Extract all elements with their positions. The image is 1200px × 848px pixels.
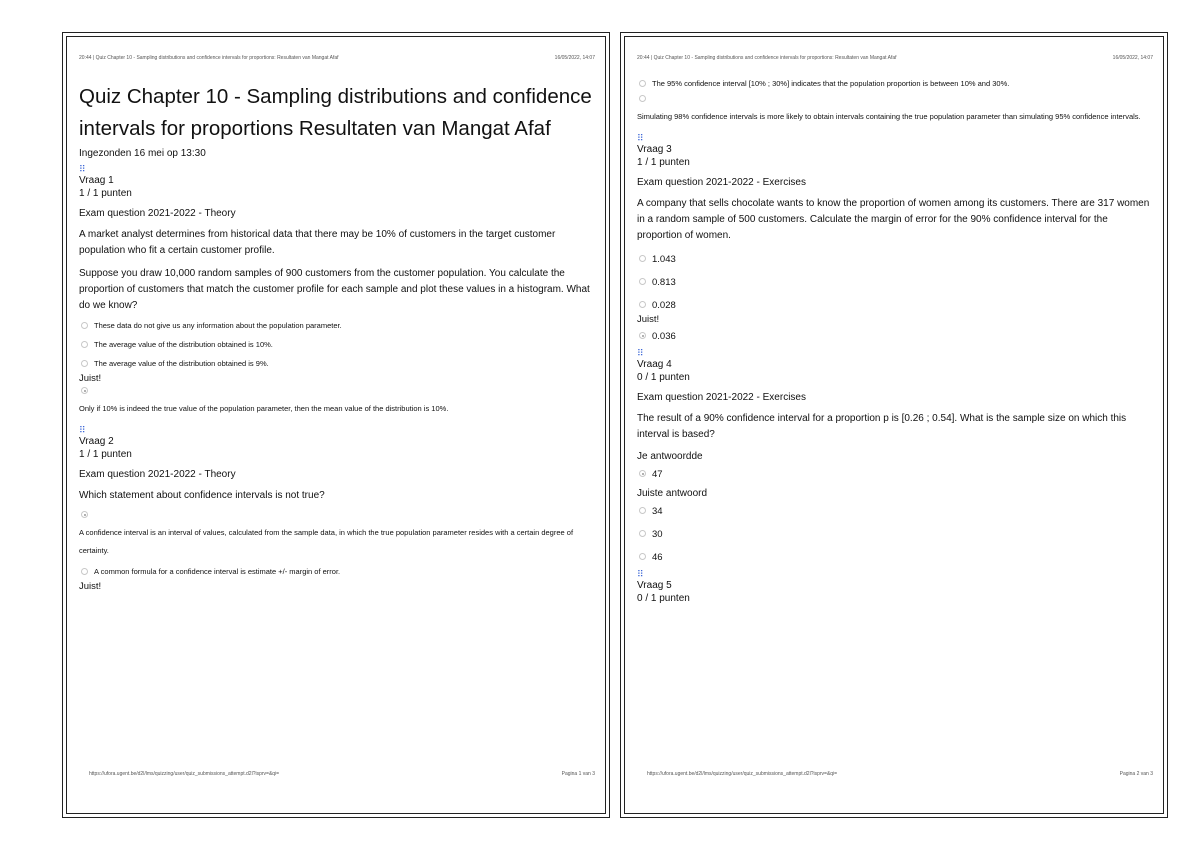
document-page-1 — [62, 32, 610, 818]
answer-option-label: 0.813 — [652, 277, 676, 288]
correct-feedback: Juist! — [79, 581, 102, 592]
flag-icon[interactable]: ⠿ — [637, 348, 643, 358]
page-header — [637, 55, 1153, 63]
footer-page-number: Pagina 2 van 3 — [1119, 771, 1153, 777]
answer-option[interactable] — [637, 529, 1153, 541]
answer-option[interactable] — [637, 95, 1153, 124]
page-title: Quiz Chapter 10 - Sampling distributions and confidence intervals for proportions Resultaten van Mangat Afaf — [79, 85, 592, 140]
radio-selected-icon[interactable] — [639, 470, 646, 477]
answer-option[interactable] — [79, 567, 595, 577]
question-type: Exam question 2021-2022 - Exercises — [637, 177, 806, 188]
answer-option[interactable] — [79, 340, 595, 350]
correct-answer-label: Juiste antwoord — [637, 488, 708, 499]
question-points: 1 / 1 punten — [79, 188, 132, 199]
radio-icon[interactable] — [639, 301, 646, 308]
radio-icon[interactable] — [81, 322, 88, 329]
question-label: Vraag 4 — [637, 359, 672, 370]
answer-option[interactable] — [637, 277, 1153, 289]
radio-icon[interactable] — [639, 553, 646, 560]
page-footer — [647, 771, 1153, 779]
radio-selected-icon[interactable] — [81, 387, 88, 394]
question-text: A company that sells chocolate wants to know the proportion of women among its customers. There are 317 women in a random sample of 500 customers. Calculate the margin of error for the 90% confidence interval for the proportion of women. — [637, 198, 1150, 241]
answer-option-selected[interactable] — [79, 511, 595, 558]
radio-icon[interactable] — [81, 360, 88, 367]
answer-option-selected[interactable] — [637, 469, 1153, 481]
flag-icon[interactable]: ⠿ — [637, 569, 643, 579]
document-page-2 — [620, 32, 1168, 818]
answer-option-label: 0.028 — [652, 300, 676, 311]
answer-option-label: A common formula for a confidence interval is estimate +/- margin of error. — [94, 567, 341, 576]
radio-icon[interactable] — [639, 80, 646, 87]
question-points: 1 / 1 punten — [79, 449, 132, 460]
answer-option[interactable] — [79, 359, 595, 369]
correct-feedback: Juist! — [637, 314, 660, 325]
question-label: Vraag 2 — [79, 436, 114, 447]
radio-icon[interactable] — [81, 341, 88, 348]
answer-option[interactable] — [637, 300, 1153, 312]
question-label: Vraag 5 — [637, 580, 672, 591]
answer-option-selected[interactable] — [637, 331, 1153, 343]
answer-option-label: Simulating 98% confidence intervals is more likely to obtain intervals containing the true population parameter than simulating 95% confidence intervals. — [637, 112, 1141, 121]
radio-icon[interactable] — [639, 95, 646, 102]
your-answer-label: Je antwoordde — [637, 451, 703, 462]
radio-icon[interactable] — [639, 507, 646, 514]
answer-option-label: 46 — [652, 552, 663, 563]
answer-option[interactable] — [637, 506, 1153, 518]
answer-option-label: 47 — [652, 469, 663, 480]
question-type: Exam question 2021-2022 - Exercises — [637, 392, 806, 403]
flag-icon[interactable]: ⠿ — [637, 133, 643, 143]
question-text: Suppose you draw 10,000 random samples of 900 customers from the customer population. You calculate the proportion of customers that match the customer profile for each sample and plot these values in a histogram. What do we know? — [79, 268, 590, 311]
question-label: Vraag 3 — [637, 144, 672, 155]
answer-option-label: Only if 10% is indeed the true value of the population parameter, then the mean value of the distribution is 10%. — [79, 404, 449, 413]
question-type: Exam question 2021-2022 - Theory — [79, 208, 236, 219]
answer-option-label: The average value of the distribution obtained is 10%. — [94, 340, 273, 349]
footer-url: https://ufora.ugent.be/d2l/lms/quizzing/user/quiz_submissions_attempt.d2l?isprv=&qi= — [647, 771, 838, 777]
page-footer — [89, 771, 595, 779]
answer-option-label: 30 — [652, 529, 663, 540]
flag-icon[interactable]: ⠿ — [79, 425, 85, 435]
question-points: 0 / 1 punten — [637, 593, 690, 604]
header-date: 16/05/2022, 14:07 — [554, 55, 595, 61]
question-text: The result of a 90% confidence interval for a proportion p is [0.26 ; 0.54]. What is the sample size on which this interval is based? — [637, 413, 1127, 440]
radio-selected-icon[interactable] — [639, 332, 646, 339]
question-label: Vraag 1 — [79, 175, 114, 186]
answer-option-label: 34 — [652, 506, 663, 517]
page-header — [79, 55, 595, 63]
answer-option-label: These data do not give us any information about the population parameter. — [94, 321, 342, 330]
answer-option[interactable] — [637, 254, 1153, 266]
answer-option-label: The 95% confidence interval [10% ; 30%] indicates that the population proportion is between 10% and 30%. — [652, 79, 1010, 88]
question-text: Which statement about confidence intervals is not true? — [79, 490, 325, 501]
footer-page-number: Pagina 1 van 3 — [561, 771, 595, 777]
radio-icon[interactable] — [639, 255, 646, 262]
answer-option-label: 1.043 — [652, 254, 676, 265]
header-date: 16/05/2022, 14:07 — [1112, 55, 1153, 61]
radio-icon[interactable] — [81, 568, 88, 575]
header-title: 20:44 | Quiz Chapter 10 - Sampling distributions and confidence intervals for proportions: Resultaten van Mangat Afaf — [637, 55, 897, 61]
answer-option[interactable] — [637, 552, 1153, 564]
answer-option-label: 0.036 — [652, 331, 676, 342]
radio-icon[interactable] — [639, 278, 646, 285]
correct-feedback: Juist! — [79, 373, 102, 384]
submitted-date: Ingezonden 16 mei op 13:30 — [79, 148, 206, 159]
answer-option-label: The average value of the distribution obtained is 9%. — [94, 359, 269, 368]
question-points: 1 / 1 punten — [637, 157, 690, 168]
question-type: Exam question 2021-2022 - Theory — [79, 469, 236, 480]
radio-icon[interactable] — [639, 530, 646, 537]
question-text: A market analyst determines from historical data that there may be 10% of customers in the target customer population who fit a certain customer profile. — [79, 229, 556, 256]
answer-option-selected[interactable] — [79, 387, 595, 416]
answer-option[interactable] — [637, 79, 1153, 89]
footer-url: https://ufora.ugent.be/d2l/lms/quizzing/user/quiz_submissions_attempt.d2l?isprv=&qi= — [89, 771, 280, 777]
flag-icon[interactable]: ⠿ — [79, 164, 85, 174]
header-title: 20:44 | Quiz Chapter 10 - Sampling distributions and confidence intervals for proportions: Resultaten van Mangat Afaf — [79, 55, 339, 61]
answer-option-label: A confidence interval is an interval of values, calculated from the sample data, in which the true population parameter resides with a certain degree of certainty. — [79, 528, 574, 555]
radio-selected-icon[interactable] — [81, 511, 88, 518]
question-points: 0 / 1 punten — [637, 372, 690, 383]
answer-option[interactable] — [79, 321, 595, 331]
